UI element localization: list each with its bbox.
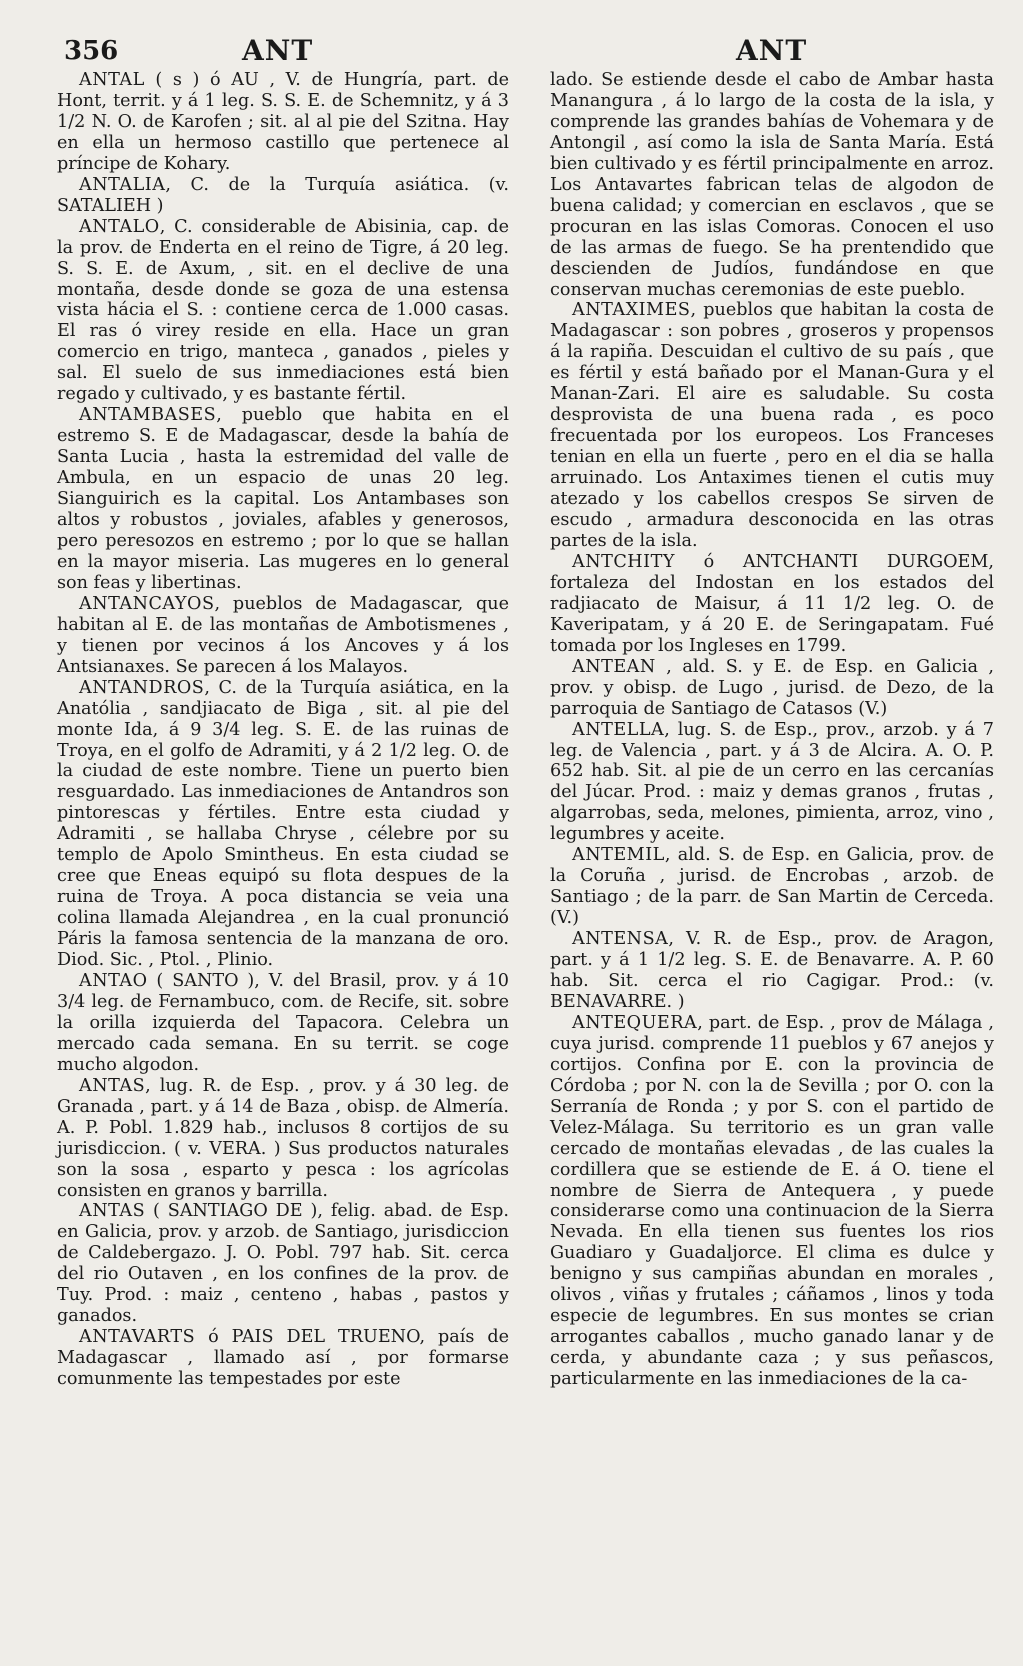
entry-headword: ANTAS	[79, 1201, 146, 1222]
entry-text: , C. considerable de Abisinia, cap. de la prov. de Enderta en el reino de Tigre, á 20 leg. S. S. E. de Axum, , sit. en el declive de una montaña, desde donde se goza de una estensa vista hácia el S. : contiene cerca de 1.000 casas. El ras ó virey reside en ella. Hace un gran comercio en trigo, manteca , ganados , pieles y sal. El suelo de sus inmediaciones está bien regado y cultivado, y es bastante fértil.	[57, 216, 509, 405]
entry-headword: ANTEMIL	[572, 845, 665, 866]
right-column	[550, 70, 994, 1390]
entry-text: ó ANTCHANTI DURGOEM, fortaleza del Indostan en los estados del radjiacato de Maisur, á 11 1/2 leg. O. de Kaveripatam, y á 20 E. de Seringapatam. Fué tomada por los Ingleses en 1799.	[550, 551, 994, 656]
entry-headword: ANTCHITY	[572, 551, 675, 572]
entry-text: , lug. R. de Esp. , prov. y á 30 leg. de Granada , part. y á 14 de Baza , obisp. de Almería. A. P. Pobl. 1.829 hab., inclusos 8 cortijos de su jurisdiccion. ( v. VERA. ) Sus productos naturales son la sosa , esparto y pesca : los agrícolas consisten en granos y barrilla.	[57, 1075, 509, 1201]
page-number: 356	[64, 36, 119, 66]
page-header	[0, 34, 1023, 70]
entry-headword: ANTAMBASES	[79, 405, 217, 426]
entry-headword: ANTANDROS	[79, 677, 205, 698]
entry-text: ( s ) ó AU , V. de Hungría, part. de Hont, territ. y á 1 leg. S. S. E. de Schemnitz, y á 3 1/2 N. O. de Karofen ; sit. al al pie del Szitna. Hay en ella un hermoso castillo que pertenece al príncipe de Kohary.	[57, 70, 509, 174]
entry-text: ( SANTIAGO DE ), felig. abad. de Esp. en Galicia, prov. y arzob. de Santiago, jurisdiccion de Caldebergazo. J. O. Pobl. 797 hab. Sit. cerca del rio Outaven , en los confines de la prov. de Tuy. Prod. : maiz , centeno , habas , pastos y ganados.	[57, 1201, 509, 1327]
dictionary-entry	[550, 657, 994, 720]
dictionary-entry	[57, 217, 509, 406]
entry-headword: ANTELLA	[572, 719, 665, 740]
running-head-left: ANT	[242, 34, 314, 67]
entry-text: ( SANTO ), V. del Brasil, prov. y á 10 3/4 leg. de Fernambuco, com. de Recife, sit. sobre la orilla izquierda del Tapacora. Celebra un mercado cada semana. En su territ. se coge mucho algodon.	[57, 970, 509, 1075]
entry-headword: ANTANCAYOS	[79, 593, 215, 614]
running-head-right: ANT	[736, 34, 808, 67]
dictionary-entry	[57, 1327, 509, 1390]
entry-text: , pueblo que habita en el estremo S. E de Madagascar, desde la bahía de Santa Lucia , hasta la estremidad del valle de Ambula, en un espacio de unas 20 leg. Sianguirich es la capital. Los Antambases son altos y robustos , joviales, afables y generosos, pero peresozos en estremo ; por lo que se hallan en la mayor miseria. Las mugeres en lo general son feas y libertinas.	[57, 405, 509, 593]
dictionary-entry	[550, 929, 994, 1013]
entry-headword: ANTALIA	[79, 174, 166, 195]
left-column	[57, 70, 509, 1390]
dictionary-entry	[550, 1013, 994, 1390]
dictionary-entry	[550, 552, 994, 657]
entry-headword: ANTALO	[79, 216, 160, 237]
entry-text: , ald. S. de Esp. en Galicia, prov. de la Coruña , jurisd. de Encrobas , arzob. de Santiago ; de la parr. de San Martin de Cerceda. (V.)	[550, 845, 994, 929]
entry-headword: ANTENSA	[572, 929, 669, 950]
entry-headword: ANTAO	[79, 970, 148, 991]
dictionary-entry	[550, 845, 994, 929]
entry-headword: ANTEAN	[572, 656, 656, 677]
entry-headword: ANTEQUERA	[572, 1012, 698, 1033]
dictionary-entry	[57, 70, 509, 175]
entry-text: , C. de la Turquía asiática, en la Anatólia , sandjiacato de Biga , sit. al pie del monte Ida, á 9 3/4 leg. S. E. de las ruinas de Troya, en el golfo de Adramiti, y á 2 1/2 leg. O. de la ciudad de este nombre. Tiene un puerto bien resguardado. Las inmediaciones de Antandros son pintorescas y fértiles. Entre esta ciudad y Adramiti , se hallaba Chryse , célebre por su templo de Apolo Smintheus. En esta ciudad se cree que Eneas equipó su flota despues de la ruina de Troya. A poca distancia se veia una colina llamada Alejandrea , en la cual pronunció Páris la famosa sentencia de la manzana de oro. Diod. Sic. , Ptol. , Plinio.	[57, 677, 509, 971]
entry-text: , pueblos de Madagascar, que habitan al E. de las montañas de Ambotismenes , y tienen por vecinos á los Ancoves y á los Antsianaxes. Se parecen á los Malayos.	[57, 593, 509, 677]
dictionary-entry	[550, 720, 994, 846]
dictionary-entry	[57, 594, 509, 678]
entry-text: , C. de la Turquía asiática. (v. SATALIEH )	[57, 174, 509, 216]
dictionary-entry	[57, 175, 509, 217]
right-column-entries	[550, 300, 994, 1390]
entry-text: , V. R. de Esp., prov. de Aragon, part. y á 1 1/2 leg. S. E. de Benavarre. A. P. 60 hab. Sit. cerca el rio Cagigar. Prod.: (v. BENAVARRE. )	[550, 929, 994, 1012]
entry-text: , ald. S. y E. de Esp. en Galicia , prov. y obisp. de Lugo , jurisd. de Dezo, de la parroquia de Santiago de Catasos (V.)	[550, 656, 994, 719]
continuation-text: lado. Se estiende desde el cabo de Ambar hasta Manangura , á lo largo de la costa de la isla, y comprende las grandes bahías de Vohemara y de Antongil , así como la isla de Santa María. Está bien cultivado y es fértil principalmente en arroz. Los Antavartes fabrican telas de algodon de buena calidad; y comercian en esclavos , que se procuran en las islas Comoras. Conocen el uso de las armas de fuego. Se ha prentendido que descienden de Judíos, fundándose en que conservan muchas ceremonias de este pueblo.	[550, 70, 994, 300]
dictionary-entry	[57, 1076, 509, 1202]
entry-headword: ANTAS	[79, 1075, 146, 1096]
entry-headword: ANTAXIMES	[572, 300, 691, 321]
entry-text: , part. de Esp. , prov de Málaga , cuya jurisd. comprende 11 pueblos y 67 anejos y cortijos. Confina por E. con la provincia de Córdoba ; por N. con la de Sevilla ; por O. con la Serranía de Ronda ; y por S. con el partido de Velez-Málaga. Su territorio es un gran valle cercado de montañas elevadas , de las cuales la cordillera que se estiende de E. á O. tiene el nombre de Sierra de Antequera , y puede considerarse como una continuacion de la Sierra Nevada. En ella tienen sus fuentes los rios Guadiaro y Guadaljorce. El clima es dulce y benigno y sus campiñas abundan en morales , olivos , viñas y frutales ; cáñamos , linos y toda especie de legumbres. En sus montes se crian arrogantes caballos , mucho ganado lanar y de cerda, y abundante caza ; y sus peñascos, particularmente en las inmediaciones de la ca-	[550, 1012, 994, 1390]
entry-headword: ANTAL	[79, 70, 145, 90]
entry-text: ó PAIS DEL TRUENO, país de Madagascar , llamado así , por formarse comunmente las tempestades por este	[57, 1327, 509, 1390]
dictionary-entry	[57, 971, 509, 1076]
entry-text: , pueblos que habitan la costa de Madagascar : son pobres , groseros y propensos á la rapiña. Descuidan el cultivo de su país , que es fértil y está bañado por el Manan-Gura y el Manan-Zari. El aire es saludable. Su costa desprovista de una buena rada , es poco frecuentada por los europeos. Los Franceses tenian en ella un fuerte , pero en el dia se halla arruinado. Los Antaximes tienen el cutis muy atezado y los cabellos crespos Se sirven de escudo , armadura desconocida en las otras partes de la isla.	[550, 300, 994, 551]
dictionary-entry	[57, 405, 509, 594]
dictionary-entry	[57, 678, 509, 971]
entry-headword: ANTAVARTS	[79, 1327, 196, 1348]
entry-text: , lug. S. de Esp., prov., arzob. y á 7 leg. de Valencia , part. y á 3 de Alcira. A. O. P. 652 hab. Sit. al pie de un cerro en las cercanías del Júcar. Prod. : maiz y demas granos , frutas , algarrobas, seda, melones, pimienta, arroz, vino , legumbres y aceite.	[550, 719, 994, 845]
dictionary-entry	[57, 1201, 509, 1327]
dictionary-entry	[550, 300, 994, 551]
